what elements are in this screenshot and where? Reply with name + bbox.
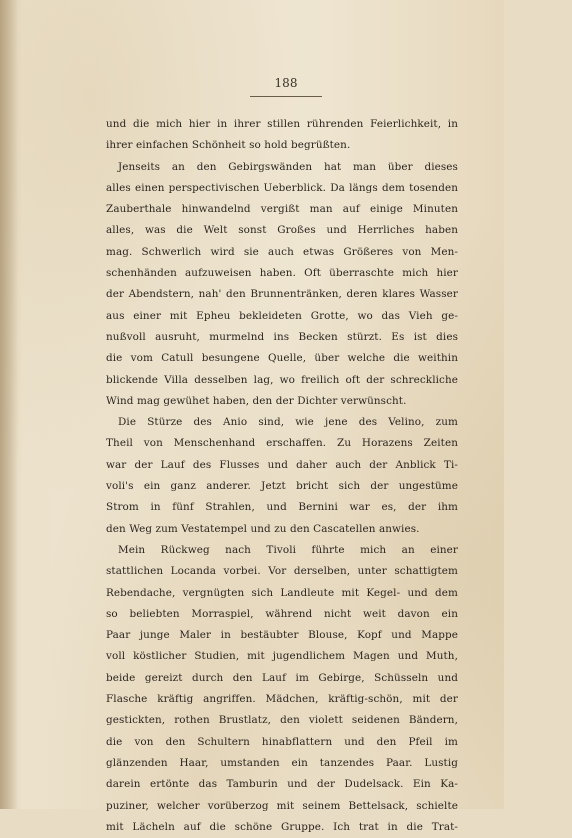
text-line: puziner, welcher vorüberzog mit seinem Bettelsack, schielte [106,799,458,812]
text-line: stattlichen Locanda vorbei. Vor derselben, unter schattigtem [106,565,458,578]
text-line: voli's ein ganz anderer. Jetzt bricht sich der ungestüme [106,480,458,493]
text-line: war der Lauf des Flusses und daher auch der Anblick Ti- [106,458,458,471]
page-number: 188 [274,76,298,90]
text-line: der Abendstern, nah' den Brunnentränken, deren klares Wasser [106,288,458,301]
text-line: Strom in fünf Strahlen, und Bernini war es, der ihm [106,501,458,514]
text-line: mit Lächeln auf die schöne Gruppe. Ich trat in die Trat- [106,820,458,833]
text-line: alles einen perspectivischen Ueberblick. Da längs dem tosenden [106,181,458,194]
text-line: darein ertönte das Tamburin und der Dudelsack. Ein Ka- [106,778,458,791]
text-line: Jenseits an den Gebirgswänden hat man über dieses [118,160,458,173]
text-line: Wind mag gewühet haben, den der Dichter verwünscht. [106,394,407,407]
text-line: den Weg zum Vestatempel und zu den Cascatellen anwies. [106,522,420,535]
text-line: glänzenden Haar, umstanden ein tanzendes Paar. Lustig [106,756,458,769]
text-line: Zauberthale hinwandelnd vergißt man auf einige Minuten [106,203,458,216]
text-line: die vom Catull besungene Quelle, über welche die weithin [106,352,458,365]
text-line: Rebendache, vergnügten sich Landleute mit Kegel- und dem [106,586,458,599]
text-line: gestickten, rothen Brustlatz, den violett seidenen Bändern, [106,714,458,727]
text-line: Paar junge Maler in bestäubter Blouse, Kopf und Mappe [106,629,458,642]
text-line: und die mich hier in ihrer stillen rührenden Feierlichkeit, in [106,118,458,130]
text-line: beide gereizt durch den Lauf im Gebirge, Schüsseln und [106,671,458,684]
body-text [106,114,458,838]
text-line: Flasche kräftig angriffen. Mädchen, kräftig-schön, mit der [106,693,458,706]
text-line: voll köstlicher Studien, mit jugendlichem Magen und Muth, [106,650,458,663]
header-rule [250,96,322,97]
text-line: so beliebten Morraspiel, während nicht weit davon ein [106,607,458,620]
text-line: Theil von Menschenhand erschaffen. Zu Horazens Zeiten [106,437,458,450]
gutter-shadow [0,0,18,809]
text-line: nußvoll ausruht, murmelnd ins Becken stürzt. Es ist dies [106,330,458,343]
text-line: Die Stürze des Anio sind, wie jene des Velino, zum [118,416,458,429]
text-line: alles, was die Welt sonst Großes und Herrliches haben [106,224,458,237]
text-line: Mein Rückweg nach Tivoli führte mich an einer [118,543,458,556]
text-line: ihrer einfachen Schönheit so hold begrüßten. [106,139,351,152]
text-line: die von den Schultern hinabflattern und den Pfeil im [106,735,458,748]
text-line: schenhänden aufzuweisen haben. Oft überraschte mich hier [106,267,458,280]
text-line: aus einer mit Epheu bekleideten Grotte, wo das Vieh ge- [106,309,458,322]
text-line: blickende Villa desselben lag, wo freilich oft der schreckliche [106,373,458,386]
text-line: mag. Schwerlich wird sie auch etwas Größeres von Men- [106,245,458,258]
